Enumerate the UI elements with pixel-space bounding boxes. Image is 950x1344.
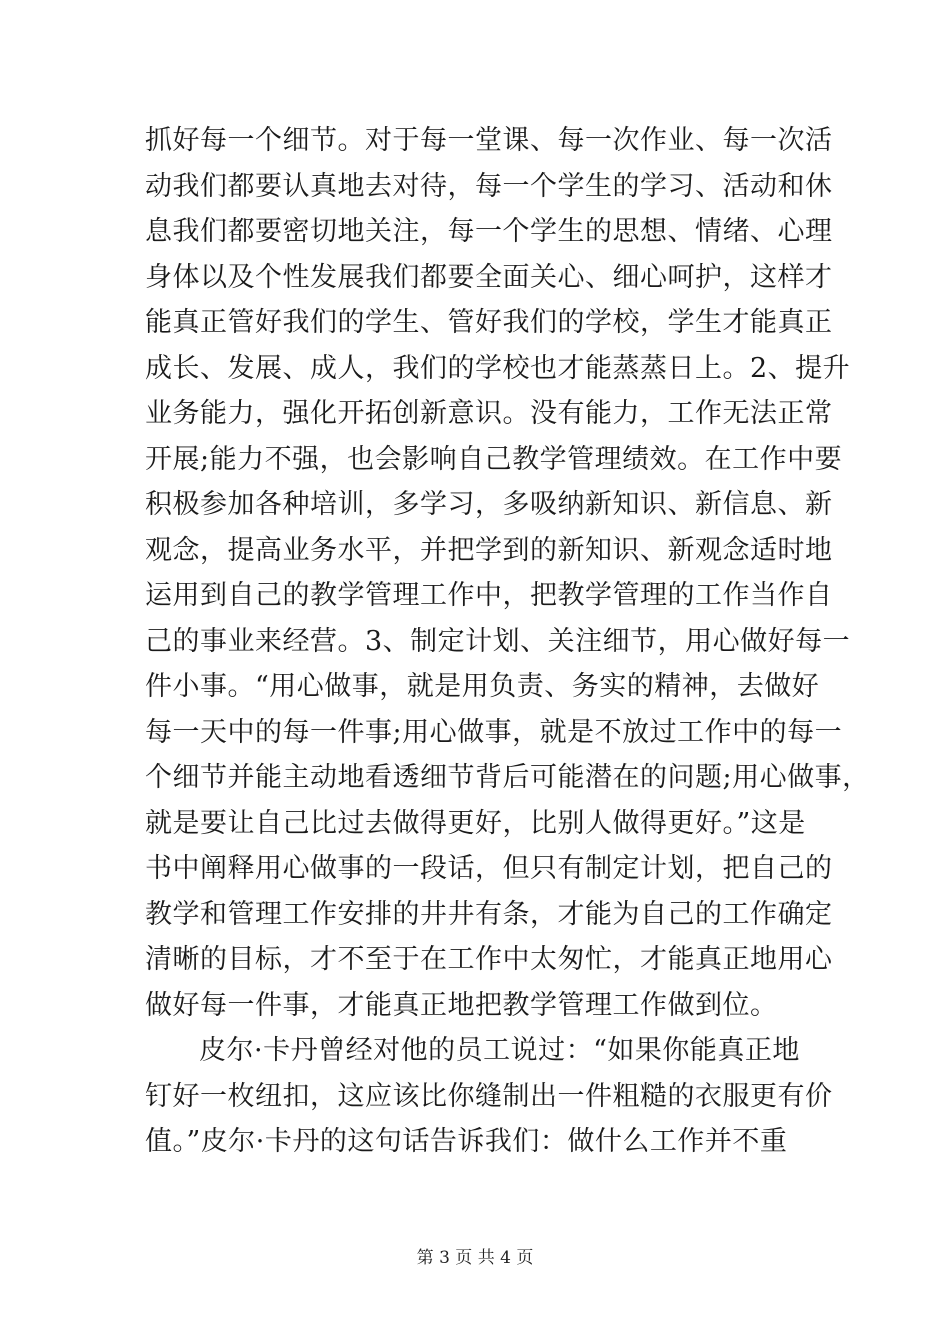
text-line: 就是要让自己比过去做得更好，比别人做得更好。”这是 [145,807,806,839]
text-line: 清晰的目标，才不至于在工作中太匆忙，才能真正地用心 [145,944,833,975]
text-line: 业务能力，强化开拓创新意识。没有能力，工作无法正常 [145,398,833,429]
text-line: 钉好一枚纽扣，这应该比你缝制出一件粗糙的衣服更有价 [145,1080,833,1112]
text-line: 教学和管理工作安排的井井有条，才能为自己的工作确定 [145,898,833,930]
text-line: 每一天中的每一件事;用心做事，就是不放过工作中的每一 [145,716,843,748]
text-line: 己的事业来经营。3、制定计划、关注细节，用心做好每一 [145,625,851,657]
text-line: 息我们都要密切地关注，每一个学生的思想、情绪、心理 [145,216,833,247]
text-line: 件小事。“用心做事，就是用负责、务实的精神，去做好 [145,671,820,702]
text-line: 运用到自己的教学管理工作中，把教学管理的工作当作自 [145,580,833,611]
text-line: 能真正管好我们的学生、管好我们的学校，学生才能真正 [145,307,833,338]
page-footer [0,1243,950,1268]
paragraph-1 [145,118,870,1028]
text-line: 成长、发展、成人，我们的学校也才能蒸蒸日上。2、提升 [145,352,851,384]
text-line: 书中阐释用心做事的一段话，但只有制定计划，把自己的 [145,853,833,884]
text-line: 做好每一件事，才能真正地把教学管理工作做到位。 [145,989,778,1021]
text-line: 开展;能力不强，也会影响自己教学管理绩效。在工作中要 [145,443,843,475]
text-line: 身体以及个性发展我们都要全面关心、细心呵护，这样才 [145,261,833,293]
page-number-label: 第 3 页 共 4 页 [416,1248,534,1268]
text-line: 抓好每一个细节。对于每一堂课、每一次作业、每一次活 [145,125,833,156]
text-line: 个细节并能主动地看透细节背后可能潜在的问题;用心做事， [145,762,870,793]
paragraph-2 [145,1028,835,1165]
text-line: 观念，提高业务水平，并把学到的新知识、新观念适时地 [145,534,833,566]
document-body [145,118,870,1165]
text-line: 积极参加各种培训，多学习，多吸纳新知识、新信息、新 [145,489,833,520]
text-line: 皮尔·卡丹曾经对他的员工说过：“如果你能真正地 [199,1035,800,1066]
text-line: 动我们都要认真地去对待，每一个学生的学习、活动和休 [145,170,833,202]
text-line: 值。”皮尔·卡丹的这句话告诉我们：做什么工作并不重 [145,1126,788,1157]
